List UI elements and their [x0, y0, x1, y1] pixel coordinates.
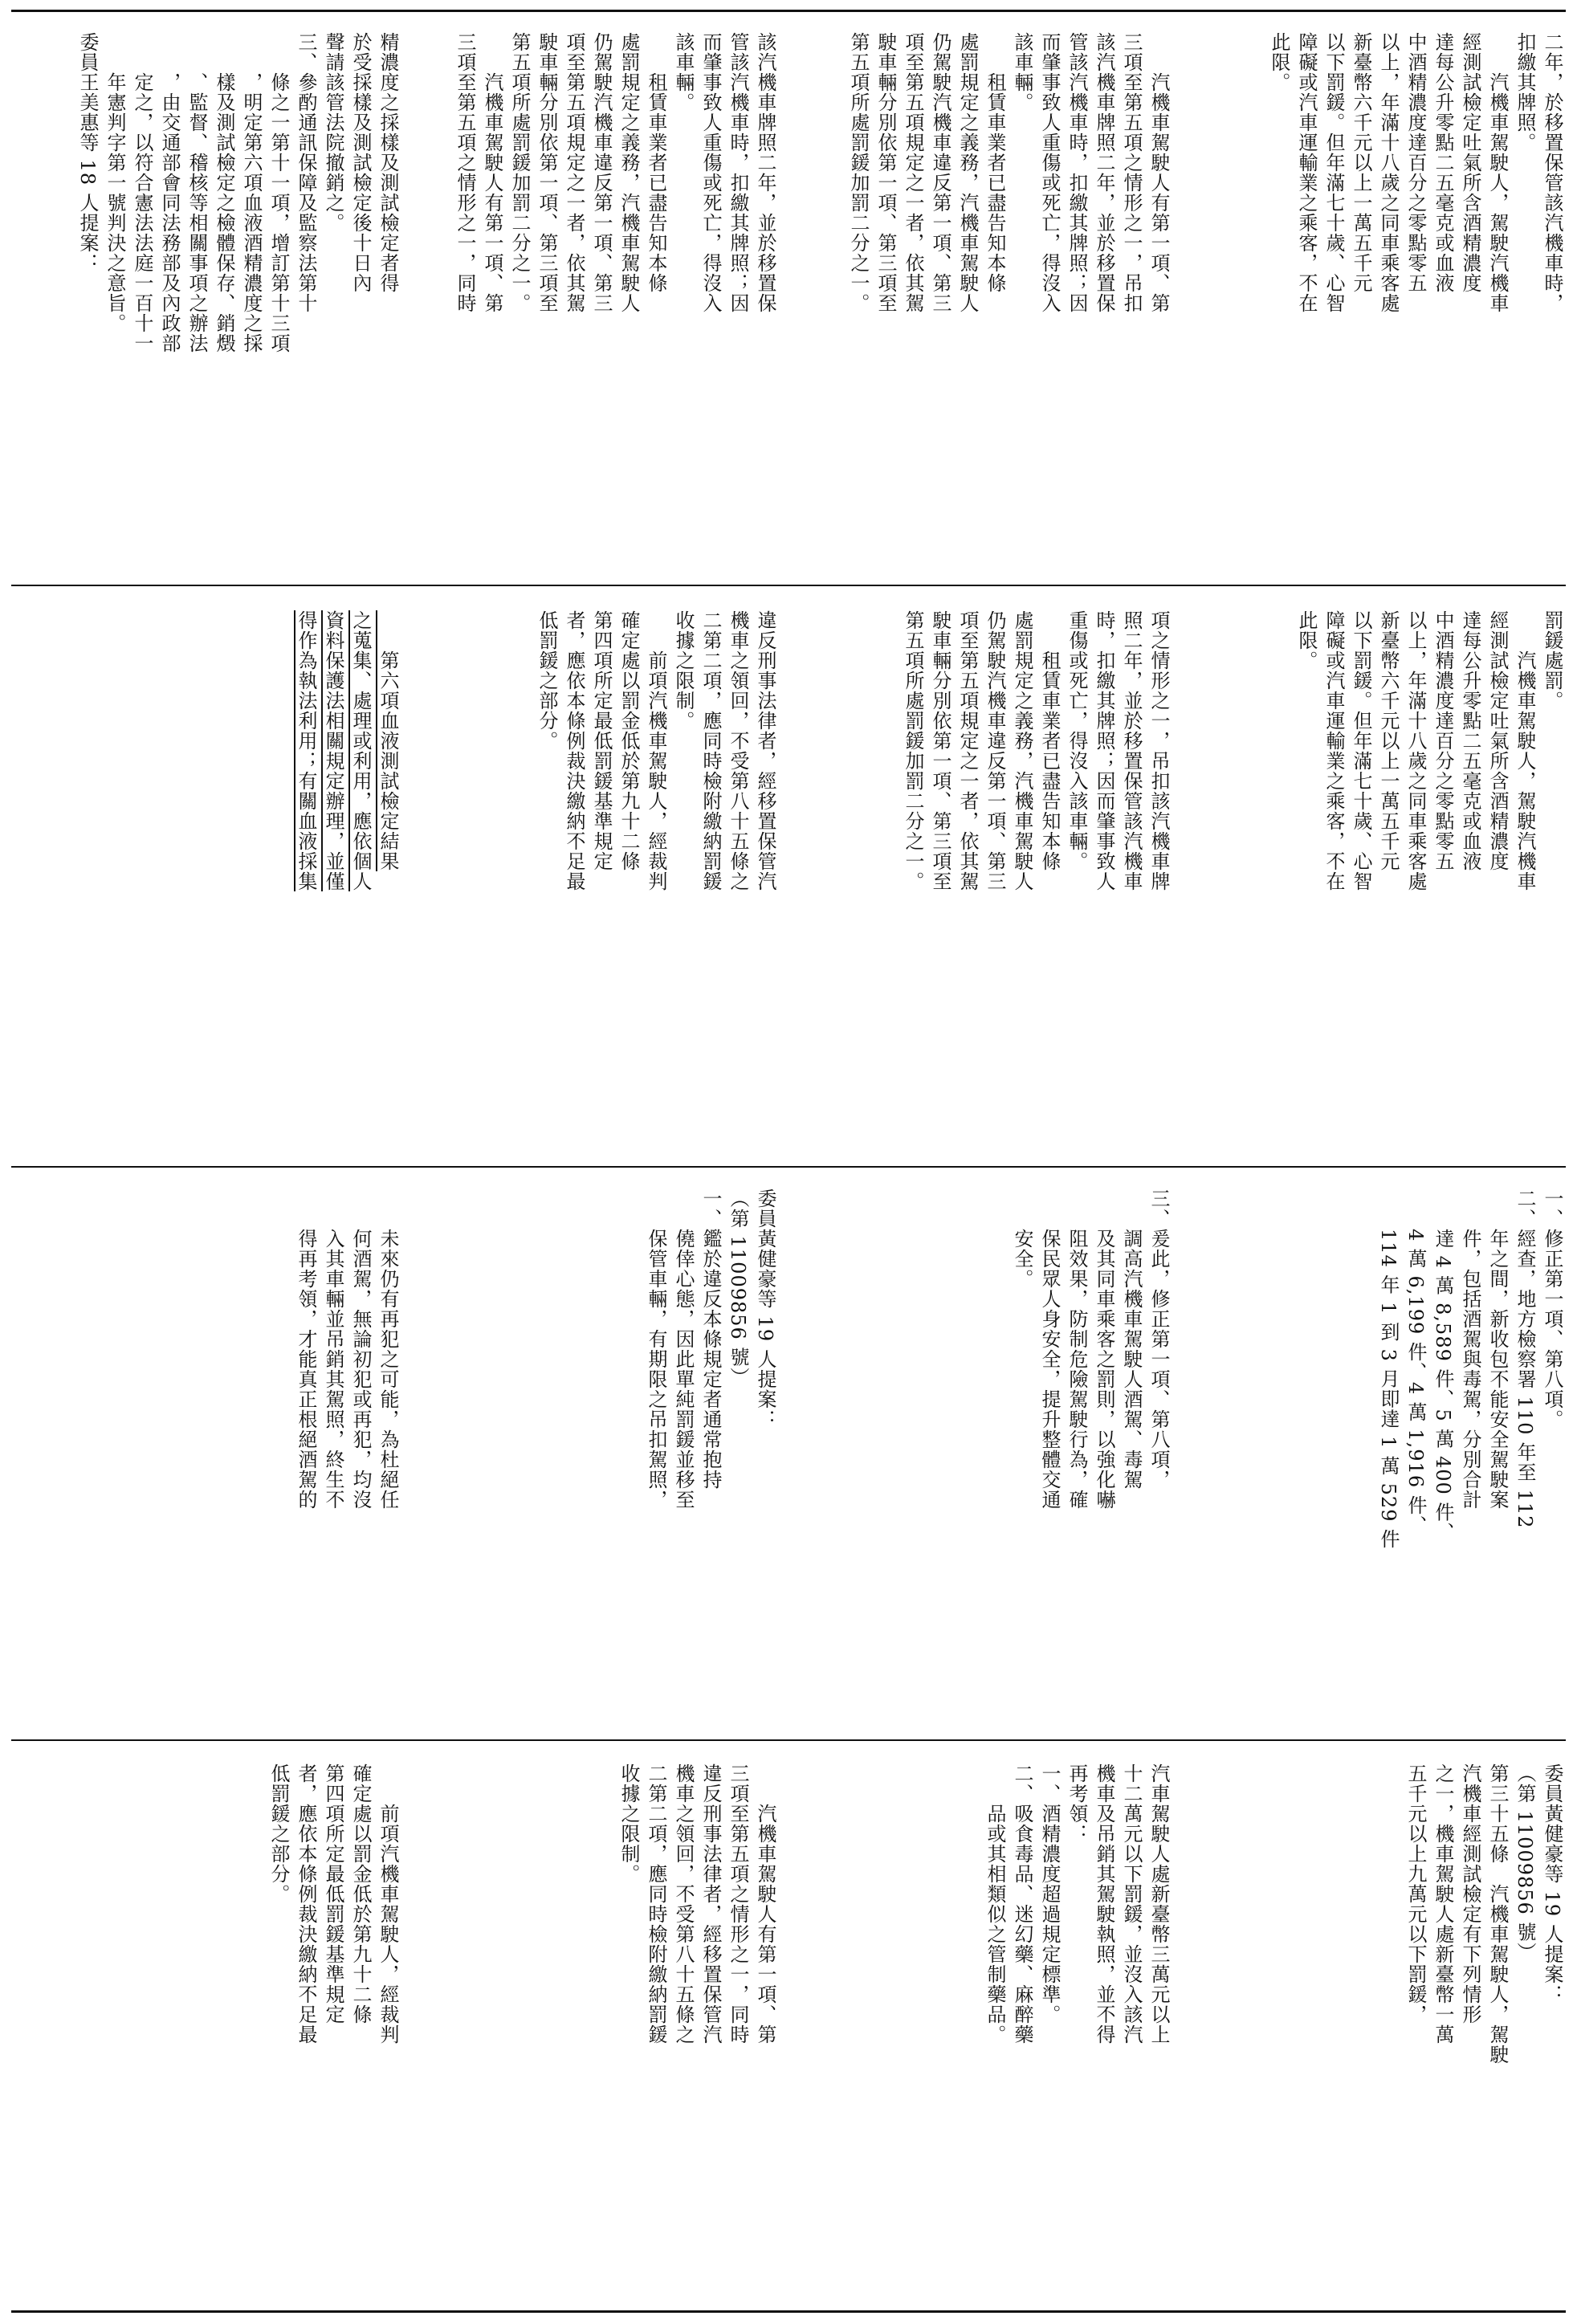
text-row-3	[0, 1189, 1577, 1686]
text-column: 委員黃健豪等 19 人提案： （第 11009856 號） 第三十五條 汽機車駕駛人，駕駛 汽機車經測試檢定有下列情形 之一，機車駕駛人處新臺幣一萬 五千元以上九萬元以下罰鍰，	[1404, 1763, 1563, 2065]
row-divider	[11, 585, 1566, 586]
text-column: 汽車駕駛人處新臺幣三萬元以上 十二萬元以下罰鍰，並沒入該汽 機車及吊銷其駕駛執照，並不得 再考領： 一、酒精濃度超過規定標準。 二、吸食毒品、迷幻藥、麻醉藥 品或其相類似之管制藥品。	[984, 1763, 1170, 2045]
text-column: 委員黃健豪等 19 人提案： （第 11009856 號） 一、鑑於違反本條規定者通常抱持 僥倖心態，因此單純罰鍰並移至 保管車輛，有期限之吊扣駕照，	[645, 1189, 776, 1510]
text-row-1	[0, 32, 1577, 530]
text-column: 項之情形之一，吊扣該汽機車牌 照二年，並於移置保管該汽機車 時，扣繳其牌照；因而肇事致人 重傷或死亡，得沒入該車輛。 租賃車業者已盡告知本條 處罰規定之義務，汽機車駕駛人 仍駕駛汽機車違反第一項、第三 項至第五項規定之一者，依其駕 駛車輛分別依第一項、第三項至 第五項所處罰鍰加罰二分之一。	[902, 610, 1170, 891]
text-column: 汽機車駕駛人有第一項、第 三項至第五項之情形之一，吊扣 該汽機車牌照二年，並於移置保 管該汽機車時，扣繳其牌照；因 而肇事致人重傷或死亡，得沒入 該車輛。 租賃車業者已盡告知本條 處罰規定之義務，汽機車駕駛人 仍駕駛汽機車違反第一項、第三 項至第五項規定之一者，依其駕 駛車輛分別依第一項、第三項至 第五項所處罰鍰加罰二分之一。	[847, 32, 1170, 313]
text-column: 精濃度之採樣及測試檢定者得 於受採樣及測試檢定後十日內 聲請該管法院撤銷之。 三、參酌通訊保障及監察法第十 條之一第十一項，增訂第十三項 ，明定第六項血液酒精濃度之採 樣及測試檢定之檢體保存、銷燬 、監督、稽核等相關事項之辦法 ，由交通部會同法務部及內政部 定之，以符合憲法法庭一百十一 年憲判字第一號判決之意旨。 委員王美惠等 18 人提案：	[76, 32, 399, 353]
text-row-2	[0, 610, 1577, 1108]
text-column: 前項汽機車駕駛人，經裁判 確定處以罰金低於第九十二條 第四項所定最低罰鍰基準規定 者，應依本條例裁決繳納不足最 低罰鍰之部分。	[267, 1763, 399, 2045]
text-column: 二年，於移置保管該汽機車時， 扣繳其牌照。 汽機車駕駛人，駕駛汽機車 經測試檢定吐氣所含酒精濃度 達每公升零點二五毫克或血液 中酒精濃度達百分之零點零五 以上，年滿十八歲之同車乘客處 新臺幣六千元以上一萬五千元 以下罰鍰。但年滿七十歲、心智 障礙或汽車運輸業之乘客，不在 此限。	[1268, 32, 1563, 313]
text-column: 一、修正第一項、第八項。 二、經查，地方檢察署 110 年至 112 年之間，新收包不能安全駕駛案 件，包括酒駕與毒駕，分別合計 達 4 萬 8,589 件、5 萬 400 件、 4 萬 6,199 件、4 萬 1,916 件、 114 年 1 到 3 月即達 1 萬 529 件	[1377, 1189, 1563, 1550]
top-border	[11, 10, 1566, 12]
text-column: 違反刑事法律者，經移置保管汽 機車之領回，不受第八十五條之 二第二項，應同時檢附繳納罰鍰 收據之限制。 前項汽機車駕駛人，經裁判 確定處以罰金低於第九十二條 第四項所定最低罰鍰基準規定 者，應依本條例裁決繳納不足最 低罰鍰之部分。	[536, 610, 776, 891]
row-divider	[11, 1166, 1566, 1168]
text-column: 罰鍰處罰。 汽機車駕駛人，駕駛汽機車 經測試檢定吐氣所含酒精濃度 達每公升零點二五毫克或血液 中酒精濃度達百分之零點零五 以上，年滿十八歲之同車乘客處 新臺幣六千元以上一萬五千元 以下罰鍰。但年滿七十歲、心智 障礙或汽車運輸業之乘客，不在 此限。	[1295, 610, 1563, 891]
bottom-border	[11, 2310, 1566, 2313]
underlined-text-column: 第六項血液測試檢定結果 之蒐集、處理或利用，應依個人 資料保護法相關規定辦理，並僅 得作為執法利用；有關血液採集	[295, 610, 399, 891]
row-divider	[11, 1739, 1566, 1741]
text-column: 汽機車駕駛人有第一項、第 三項至第五項之情形之一，同時 違反刑事法律者，經移置保管汽 機車之領回，不受第八十五條之 二第二項，應同時檢附繳納罰鍰 收據之限制。	[617, 1763, 776, 2045]
text-column: 該汽機車牌照二年，並於移置保 管該汽機車時，扣繳其牌照；因 而肇事致人重傷或死亡，得沒入 該車輛。 租賃車業者已盡告知本條 處罰規定之義務，汽機車駕駛人 仍駕駛汽機車違反第一項、第三 項至第五項規定之一者，依其駕 駛車輛分別依第一項、第三項至 第五項所處罰鍰加罰二分之一。 汽機車駕駛人有第一項、第 三項至第五項之情形之一，同時	[454, 32, 776, 313]
text-row-4	[0, 1763, 1577, 2261]
text-column: 三、爰此，修正第一項、第八項， 調高汽機車駕駛人酒駕、毒駕 及其同車乘客之罰則，以強化嚇 阻效果，防制危險駕駛行為，確 保民眾人身安全，提升整體交通 安全。	[1011, 1189, 1170, 1510]
text-column: 未來仍有再犯之可能，為杜絕任 何酒駕，無論初犯或再犯，均沒 入其車輛並吊銷其駕照，終生不 得再考領，才能真正根絕酒駕的	[295, 1229, 399, 1510]
